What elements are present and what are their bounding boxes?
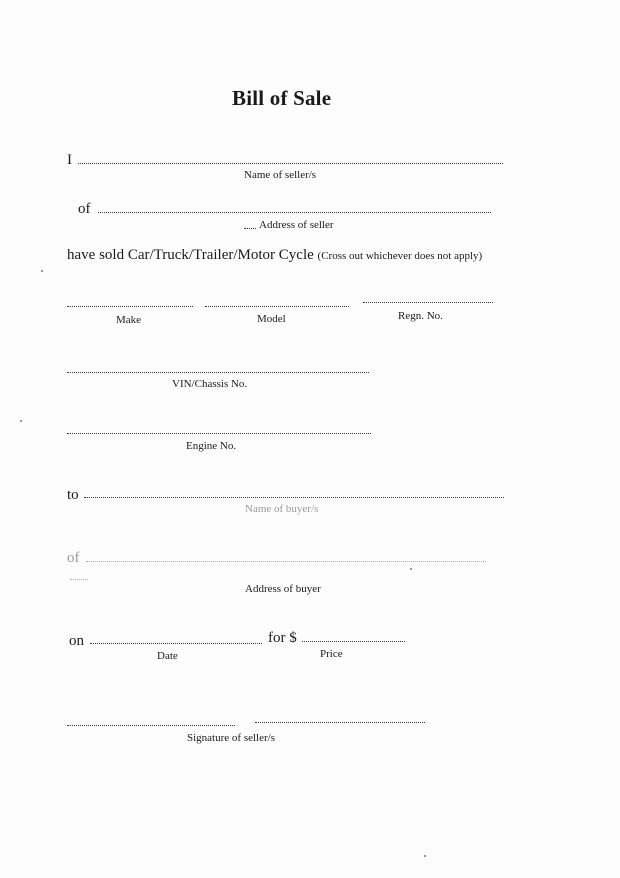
- engine-line[interactable]: [67, 433, 371, 434]
- price-label: Price: [320, 648, 343, 660]
- seller-address-prefix: of: [78, 201, 91, 217]
- seller-address-label: Address of seller: [259, 219, 334, 231]
- buyer-name-line[interactable]: [84, 497, 504, 498]
- seller-prefix: I: [67, 152, 72, 168]
- signature-label: Signature of seller/s: [187, 732, 275, 744]
- page-title: Bill of Sale: [232, 86, 332, 110]
- date-label: Date: [157, 650, 178, 662]
- model-line[interactable]: [205, 306, 349, 307]
- scan-speck: [424, 855, 426, 857]
- signature-line-2[interactable]: [255, 722, 425, 723]
- buyer-address-label: Address of buyer: [245, 583, 321, 595]
- scan-speck: [41, 270, 43, 272]
- sold-statement: [67, 247, 482, 264]
- date-line[interactable]: [90, 643, 262, 644]
- scan-speck: [20, 420, 22, 422]
- signature-line-1[interactable]: [67, 725, 235, 726]
- model-label: Model: [257, 313, 286, 325]
- buyer-address-prefix: of: [67, 550, 80, 566]
- buyer-prefix: to: [67, 487, 79, 503]
- sold-note: (Cross out whichever does not apply): [317, 250, 483, 262]
- make-label: Make: [116, 314, 142, 326]
- vin-line[interactable]: [67, 372, 369, 373]
- regn-line[interactable]: [363, 302, 493, 303]
- price-line[interactable]: [302, 641, 405, 642]
- engine-label: Engine No.: [186, 440, 237, 452]
- regn-label: Regn. No.: [398, 310, 443, 322]
- price-prefix: for $: [268, 630, 297, 646]
- scan-speck: [410, 568, 412, 570]
- buyer-address-line[interactable]: [86, 561, 486, 562]
- seller-name-line[interactable]: [78, 163, 503, 164]
- make-line[interactable]: [67, 306, 193, 307]
- buyer-name-label: Name of buyer/s: [245, 503, 319, 515]
- seller-name-label: Name of seller/s: [244, 169, 317, 181]
- vin-label: VIN/Chassis No.: [172, 378, 248, 390]
- date-prefix: on: [69, 633, 84, 649]
- buyer-address-line-2[interactable]: [70, 579, 88, 580]
- sold-text: have sold Car/Truck/Trailer/Motor Cycle: [67, 247, 314, 263]
- seller-address-label-dots: [244, 228, 256, 229]
- seller-address-line[interactable]: [98, 212, 491, 213]
